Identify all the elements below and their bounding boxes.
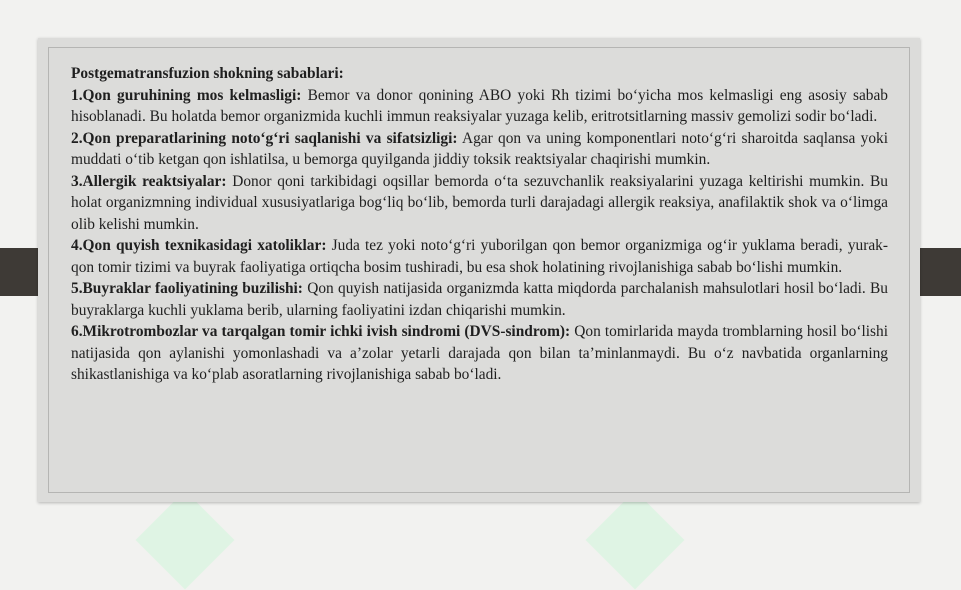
item-title: 4.Qon quyish texnikasidagi xatoliklar: bbox=[71, 237, 327, 254]
list-item bbox=[71, 321, 888, 386]
item-text: Qon quyish natijasida organizmda katta miqdorda parchalanish mahsulotlari hosil bo‘ladi. Bu buyraklarga kuchli yuklama berib, ularning faoliyatini izdan chiqarishi mumkin. bbox=[71, 280, 888, 319]
item-title: 3.Allergik reaktsiyalar: bbox=[71, 172, 227, 190]
list-item bbox=[71, 278, 888, 321]
list-item bbox=[71, 171, 888, 236]
list-item bbox=[71, 128, 888, 171]
slide-heading: Postgematransfuzion shokning sabablari: bbox=[71, 65, 344, 82]
item-title: 5.Buyraklar faoliyatining buzilishi: bbox=[71, 280, 303, 297]
watermark-shape bbox=[136, 491, 235, 590]
item-text: Donor qoni tarkibidagi oqsillar bemorda o‘ta sezuvchanlik reaksiyalarini yuzaga keltirishi mumkin. Bu holat organizmning individual xususiyatlariga bog‘liq bo‘lib, bemorda turli darajadagi allergik reaksiya, anafilaktik shok va o‘limga olib kelishi mumkin. bbox=[71, 172, 888, 233]
item-title: 1.Qon guruhining mos kelmasligi: bbox=[71, 86, 302, 104]
item-title: 2.Qon preparatlarining noto‘g‘ri saqlanishi va sifatsizligi: bbox=[71, 129, 458, 147]
item-text: Bemor va donor qonining ABO yoki Rh tizimi bo‘yicha mos kelmasligi eng asosiy sabab hisoblanadi. Bu holatda bemor organizmida kuchli immun reaksiyalar yuzaga kelib, eritrotsitlarning massiv gemolizi sodir bo‘ladi. bbox=[71, 86, 888, 125]
item-text: Juda tez yoki noto‘g‘ri yuborilgan qon bemor organizmiga og‘ir yuklama beradi, yurak-qon tomir tizimi va buyrak faoliyatiga ortiqcha bosim tushiradi, bu esa shok holatining rivojlanishiga sabab bo‘lishi mumkin. bbox=[71, 237, 888, 276]
slide-content bbox=[71, 63, 888, 386]
list-item bbox=[71, 235, 888, 278]
watermark-shape bbox=[586, 491, 685, 590]
item-text: Agar qon va uning komponentlari noto‘g‘ri sharoitda saqlansa yoki muddati o‘tib ketgan qon ishlatilsa, u bemorga quyilganda jiddiy toksik reaktsiyalar chaqirishi mumkin. bbox=[71, 129, 888, 168]
item-title: 6.Mikrotrombozlar va tarqalgan tomir ichki ivish sindromi (DVS-sindrom): bbox=[71, 323, 571, 340]
list-item bbox=[71, 85, 888, 128]
item-text: Qon tomirlarida mayda tromblarning hosil bo‘lishi natijasida qon aylanishi yomonlashadi va a’zolar yetarli darajada qon bilan ta’minlanmaydi. Bu o‘z navbatida organlarning shikastlanishiga va ko‘plab asoratlarning rivojlanishiga sabab bo‘ladi. bbox=[71, 323, 888, 383]
